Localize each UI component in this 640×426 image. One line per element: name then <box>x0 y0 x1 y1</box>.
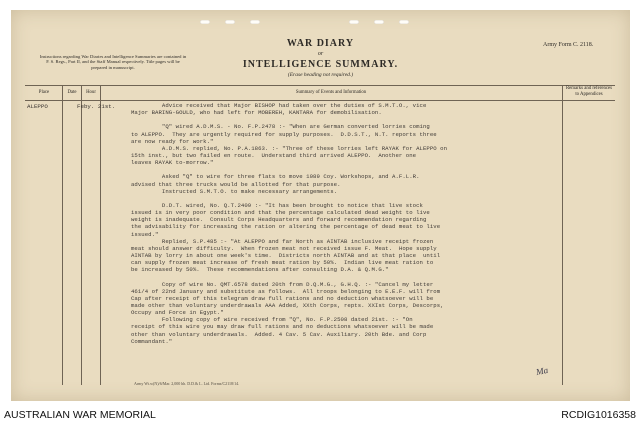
entry-line <box>131 116 551 123</box>
entry-line: A.D.M.S. replied, No. P.A.1863. :- "Three of these lorries left RAYAK for ALEPPO on <box>131 144 448 152</box>
column-header-remarks: Remarks and references to Appendices <box>565 86 613 97</box>
column-header-place: Place <box>38 90 50 95</box>
title-or: or <box>317 51 324 57</box>
table-top-rule <box>25 85 615 86</box>
table-header-rule <box>25 100 615 101</box>
column-divider <box>100 85 101 385</box>
entry-line: to ALEPPO. They are urgently required for supply purposes. D.D.S.T., N.T. reports three <box>131 130 437 138</box>
entry-line: Instructed S.M.T.O. to make necessary arrangements. <box>131 187 338 195</box>
archive-caption: AUSTRALIAN WAR MEMORIAL <box>4 409 156 421</box>
entry-line: issued is in very poor condition and that the percentage calculated dead weight to live <box>131 209 430 217</box>
archive-reference: RCDIG1016358 <box>561 409 636 421</box>
punch-hole <box>200 20 210 24</box>
entry-line: can supply frozen meat increase of fresh meat ration by 50%. Indian live meat ration to <box>131 259 434 267</box>
column-header-summary: Summary of Events and Information <box>295 90 367 95</box>
column-divider <box>81 85 82 385</box>
entry-line: Occupy and Force in Egypt." <box>131 309 224 317</box>
entry-line: AINTAB by lorry in about one week's time. Districts north AINTAB and at that place until <box>131 251 441 259</box>
punch-hole <box>349 20 359 24</box>
entry-line: 461/4 of 22nd January and substitute as follows. All troops belonging to E.E.F. will from <box>131 287 441 295</box>
entry-line: Copy of wire No. QMT.6578 dated 20th from D.Q.M.G., G.H.Q. :- "Cancel my letter <box>131 280 434 288</box>
entry-line: receipt of this wire you may draw full rations and no deductions whatsoever will be made <box>131 323 434 331</box>
punch-hole <box>250 20 260 24</box>
entry-line: Replied, S.P.485 :- "At ALEPPO and far North as AINTAB inclusive receipt frozen <box>131 237 434 245</box>
entry-line: advised that three trucks would be allotted for that purpose. <box>131 180 341 188</box>
entry-line: meat should answer difficulty. When frozen meat not received issue F. Meat. Hope supply <box>131 244 437 252</box>
title-intelligence-summary: INTELLIGENCE SUMMARY. <box>242 59 399 70</box>
army-form-number: Army Form C. 2118. <box>543 42 594 48</box>
column-header-hour: Hour <box>86 90 96 95</box>
printer-imprint: Army Wt.w(N)/6/Mar. 2,000 hh. D.D.& L. Ltd. Forms/C2118/14. <box>134 381 240 386</box>
entry-line <box>131 166 551 173</box>
entry-line: made other than voluntary underdrawals AAA Added, XXth Corps, repts. XXIst Corps, Descorps, <box>131 301 444 309</box>
entry-line: "Q" wired A.D.M.S. - No. F.P.2478 :- "When are German converted lorries coming <box>131 123 430 131</box>
entry-line: 15th inst., but two failed en route. Understand third arrived ALEPPO. Another one <box>131 151 417 159</box>
entry-line: Following copy of wire received from "Q", No. F.P.2508 dated 21st. :- "On <box>131 316 413 324</box>
entry-place: ALEPPO <box>27 103 48 110</box>
title-war-diary: WAR DIARY <box>286 38 355 49</box>
entry-line: Major BARING-GOULD, who had left for MOBEREH, KANTARA for demobilisation. <box>131 109 382 117</box>
column-divider <box>562 85 563 385</box>
entry-line: Asked "Q" to wire for three flats to move 1089 Coy. Workshops, and A.F.L.R. <box>131 173 420 181</box>
punch-hole <box>399 20 409 24</box>
entry-line: leaves RAYAK to-morrow." <box>131 159 214 167</box>
entry-line: Commandant." <box>131 337 173 345</box>
entry-line: D.D.T. wired, No. Q.T.2409 :- "It has been brought to notice that live stock <box>131 201 423 209</box>
entry-line: Advice received that Major BISHOP had taken over the duties of S.M.T.O., vice <box>131 102 427 109</box>
column-divider <box>62 85 63 385</box>
punch-hole <box>225 20 235 24</box>
diary-entry-text <box>131 102 551 345</box>
column-header-date: Date <box>67 90 77 95</box>
title-erase-note: (Erase heading not required.) <box>287 72 354 78</box>
diary-page <box>11 10 630 401</box>
entry-line: be increased by 50%. These recommendations after consulting D.A. & Q.M.G." <box>131 266 389 274</box>
punch-hole <box>374 20 384 24</box>
entry-line <box>131 195 551 202</box>
entry-line <box>131 273 551 280</box>
entry-line: the advisability for increasing the ration or altering the percentage of dead meat to live <box>131 223 441 231</box>
entry-line: Cap after receipt of this telegram draw full rations and no deduction whatsoever will be <box>131 294 434 302</box>
entry-line: other than voluntary underdrawals. Added. 4 Cav. 5 Cav. Auxiliary. 20th Bde. and Corp <box>131 330 427 338</box>
entry-date: Feby. 21st. <box>77 103 116 110</box>
handwritten-initials: Ma <box>535 364 549 378</box>
instructions-note: Instructions regarding War Diaries and Intelligence Summaries are contained in F. S. Regs., Part II, and the Staff Manual respectively. Title pages will be prepared in manuscript. <box>39 54 187 70</box>
entry-line: issued." <box>131 230 159 238</box>
entry-line: are now ready for work." <box>131 137 214 145</box>
entry-line: weight is inadequate. Consult Corps Headquarters and forward recommendation regarding <box>131 216 427 224</box>
